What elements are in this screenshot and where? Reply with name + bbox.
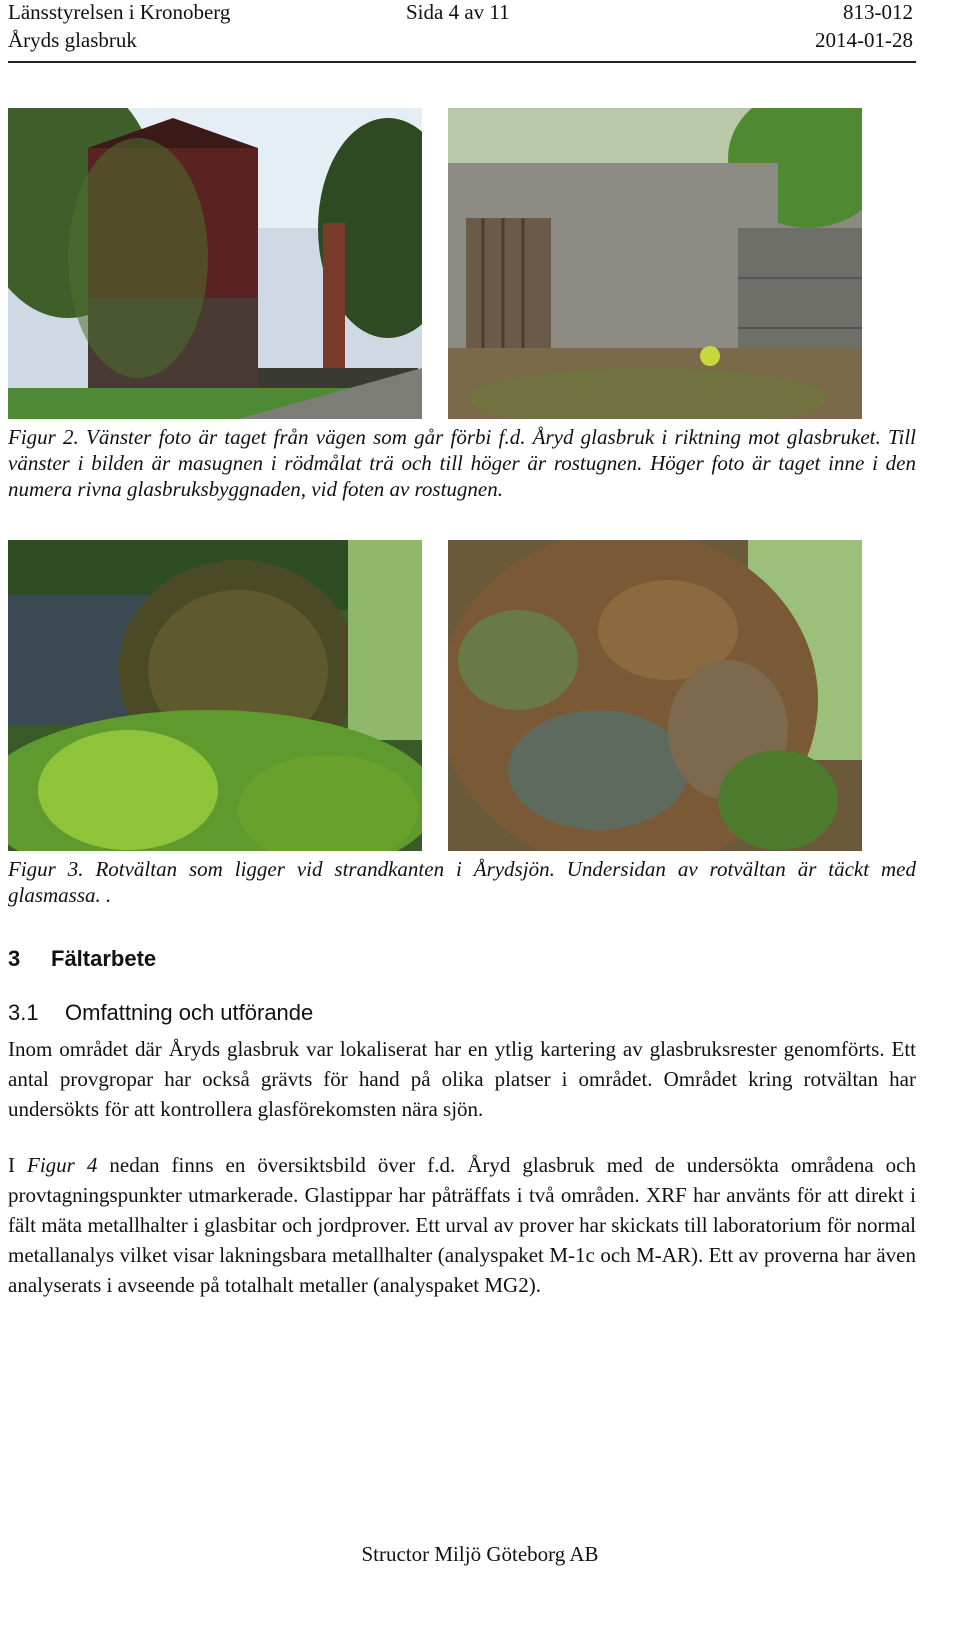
footer-company: Structor Miljö Göteborg AB bbox=[361, 1542, 599, 1566]
section-3-1-heading bbox=[8, 1000, 314, 1026]
section-3-title: Fältarbete bbox=[51, 946, 157, 971]
section-3-heading bbox=[8, 946, 157, 972]
paragraph-2-body: nedan finns en översiktsbild över f.d. Åryd glasbruk med de undersökta områdena och provtagningspunkter utmarkerade. Glastippar har påträffats i två områden. XRF har använts för att direkt i fält mäta metallhalter i glasbitar och jordprover. Ett urval av prover har skickats till laboratorium för normal metallanalys vilket visar lakningsbara metallhalter (analyspaket M-1c och M-AR). Ett av proverna har även analyserats i avseende på totalhalt metaller (analyspaket MG2). bbox=[8, 1153, 916, 1297]
paragraph-2-start: I bbox=[8, 1153, 28, 1177]
figure-2-text: Vänster foto är taget från vägen som går förbi f.d. Åryd glasbruk i riktning mot glasbruket. Till vänster i bilden är masugnen i rödmålat trä och till höger är rostugnen. Höger foto är taget inne i den numera rivna glasbruksbyggnaden, vid foten av rostugnen. bbox=[8, 425, 917, 501]
header-organization: Länsstyrelsen i Kronoberg bbox=[8, 0, 231, 24]
section-3-1-number: 3.1 bbox=[8, 1000, 39, 1025]
figure-4-reference: Figur 4 bbox=[27, 1153, 98, 1177]
section-3-number: 3 bbox=[8, 946, 21, 971]
photo-furnace-tower bbox=[8, 108, 422, 419]
figure-3-label: Figur 3. bbox=[8, 857, 84, 881]
photo-root-plate-lakeshore bbox=[8, 540, 422, 851]
paragraph-figure-reference bbox=[8, 1150, 916, 1300]
figure-2-label: Figur 2. bbox=[8, 425, 79, 449]
header-date: 2014-01-28 bbox=[815, 28, 913, 52]
header-project-name: Åryds glasbruk bbox=[8, 28, 137, 52]
header-document-number: 813-012 bbox=[843, 0, 913, 24]
paragraph-field-survey: Inom området där Åryds glasbruk var lokaliserat har en ytlig kartering av glasbruksrester genomförts. Ett antal provgropar har också grävts för hand på olika platser i området. Området kring rotvältan har undersökts för att kontrollera glasförekomsten nära sjön. bbox=[8, 1037, 916, 1121]
photo-root-plate-closeup bbox=[448, 540, 862, 851]
figure-3-caption bbox=[8, 856, 916, 908]
header-divider bbox=[8, 61, 916, 63]
figure-2-caption bbox=[8, 424, 916, 502]
section-3-1-title: Omfattning och utförande bbox=[65, 1000, 314, 1025]
figure-3-text: Rotvältan som ligger vid strandkanten i Årydsjön. Undersidan av rotvältan är täckt med glasmassa. . bbox=[8, 857, 916, 907]
photo-glassworks-ruin-wall bbox=[448, 108, 862, 419]
header-page-number: Sida 4 av 11 bbox=[406, 0, 510, 24]
